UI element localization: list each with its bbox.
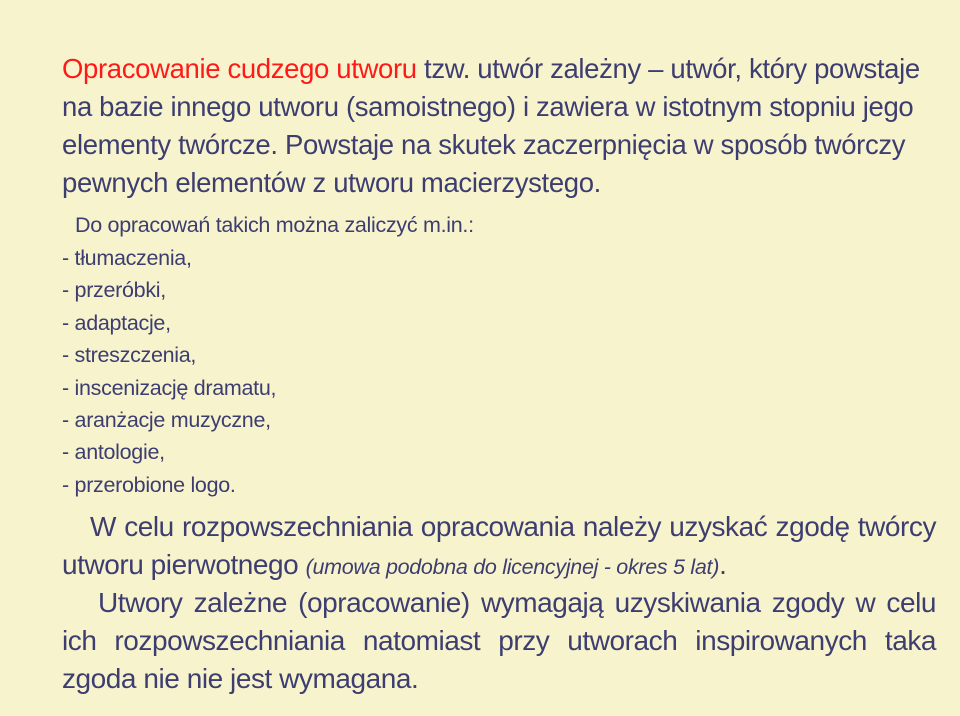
list-item: - streszczenia, <box>62 343 197 368</box>
intro-term: Opracowanie cudzego utworu <box>62 53 417 84</box>
derived-works-paragraph: Utwory zależne (opracowanie) wymagają uzyskiwania zgody w celu ich rozpowszechniania natomiast przy utworach inspirowanych taka zgoda nie nie jest wymagana. <box>62 587 936 694</box>
list-item: - antologie, <box>62 440 165 465</box>
consent-text: W celu rozpowszechniania opracowania należy uzyskać zgodę twórcy utworu pierwotnego <box>62 511 936 580</box>
list-item: - przerobione logo. <box>62 472 236 497</box>
list-item: - adaptacje, <box>62 310 171 335</box>
intro-paragraph <box>62 50 936 202</box>
consent-end: . <box>719 549 727 580</box>
examples-list <box>62 242 276 501</box>
list-item: - tłumaczenia, <box>62 246 192 270</box>
scope-heading: Do opracowań takich można zaliczyć m.in.: <box>75 213 474 237</box>
intro-definition: tzw. utwór zależny – utwór, który powstaje na bazie innego utworu (samoistnego) i zawiera w istotnym stopniu jego elementy twórcze. Powstaje na skutek zaczerpnięcia w sposób twórczy pewnych elementów z utworu macierzystego. <box>62 53 920 198</box>
list-item: - inscenizację dramatu, <box>62 375 277 400</box>
list-item: - przeróbki, <box>62 278 166 303</box>
consent-paragraph <box>62 508 936 586</box>
consent-note: (umowa podobna do licencyjnej - okres 5 lat) <box>305 555 720 579</box>
list-item: - aranżacje muzyczne, <box>62 408 271 433</box>
